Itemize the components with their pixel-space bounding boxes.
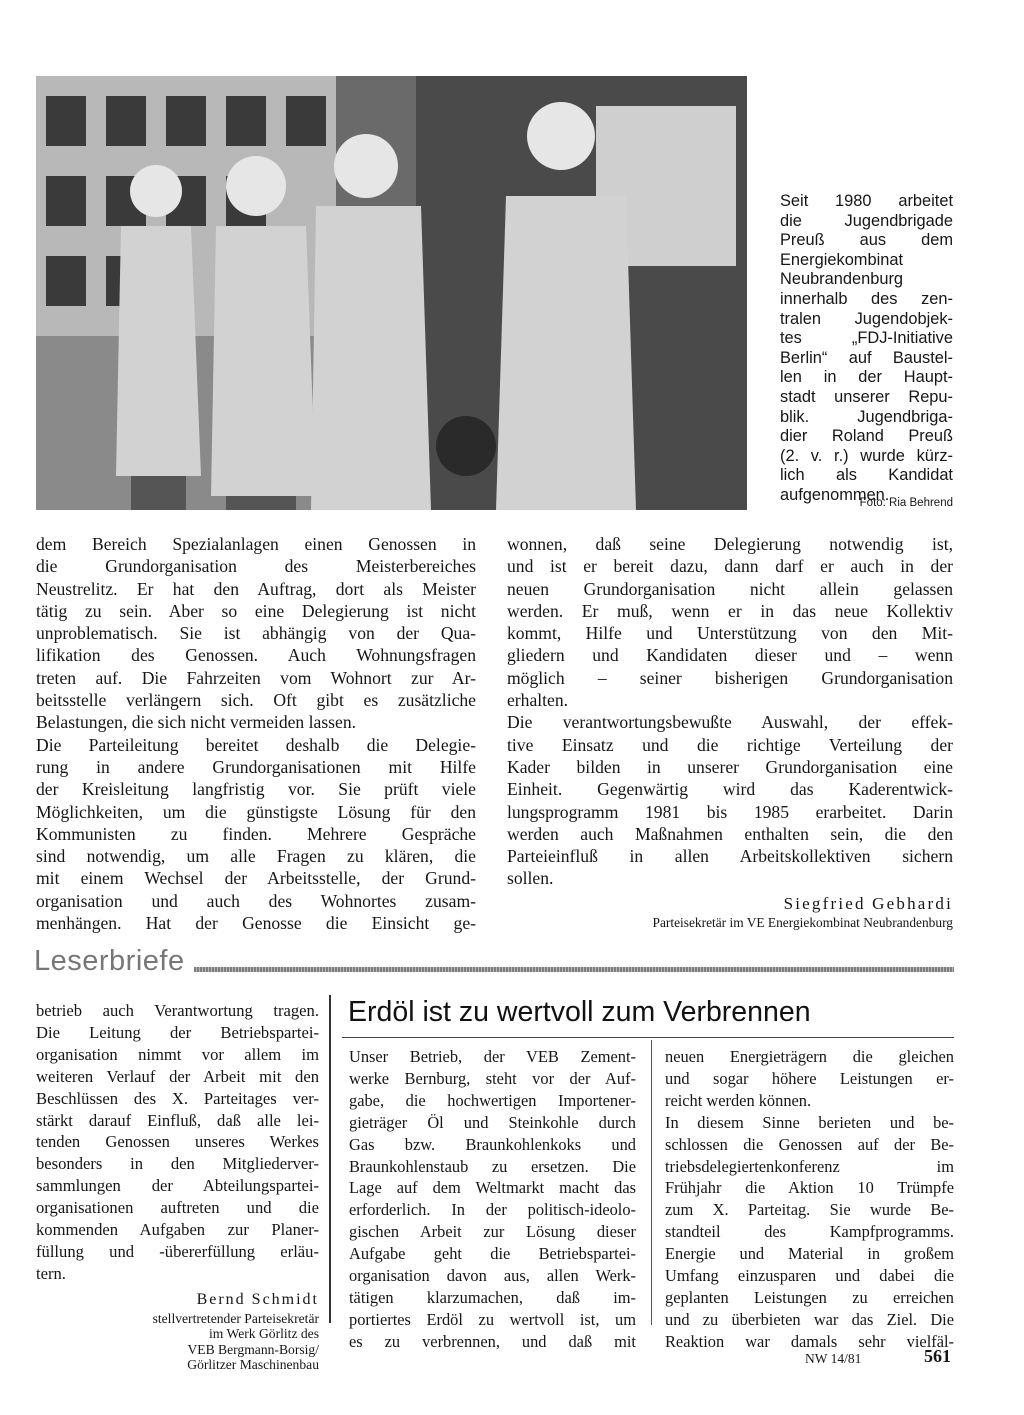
- letter-author-name: Bernd Schmidt: [196, 1290, 319, 1308]
- author-name: Siegfried Gebhardi: [783, 893, 953, 913]
- letter-column-2: neuen Energieträgern die gleichen und sogar höhere Leistungen er- reicht werden können. In diesem Sinne berieten und be- schlossen die Genossen auf der Be- triebsdelegiertenkonferenz im Frühjahr die Aktion 10 Trümpfe zum X. Parteitag. Sie wurde Be- standteil des Kampfprogramms. Energie und Material in großem Umfang einzusparen und dabei die geplanten Leistungen zu erreichen und zu überbieten war das Ziel. Die Reaktion war damals sehr vielfäl-: [665, 1047, 954, 1351]
- letter-column-1: Unser Betrieb, der VEB Zement- werke Bernburg, steht vor der Auf- gabe, die hochwertigen Importener- gieträger Öl und Steinkohle durch Gas bzw. Braunkohlenkoks und Braunkohlenstaub zu ersetzen. Die Lage auf dem Weltmarkt macht das erforderlich. In der politisch-ideolo- gischen Arbeit zur Lösung dieser Aufgabe geht die Betriebspartei- organisation davon aus, allen Werk- tätigen klarzumachen, daß im- portiertes Erdöl zu wertvoll ist, um es zu verbrennen, und daß mit: [349, 1047, 636, 1351]
- section-rule: [194, 967, 954, 972]
- article-column-1: dem Bereich Spezialanlagen einen Genossen in die Grundorganisation des Meisterbereiches Neustrelitz. Er hat den Auftrag, dort als Meister tätig zu sein. Aber so eine Delegierung ist nicht unproblematisch. Sie ist abhängig von der Qua- lifikation des Genossen. Auch Wohnungsfragen treten auf. Die Fahrzeiten vom Wohnort zur Ar- beitsstelle verlängern sich. Oft gibt es zusätzliche Belastungen, die sich nicht vermeiden lassen. Die Parteileitung bereitet deshalb die Delegie- rung in andere Grundorganisationen mit Hilfe der Kreisleitung langfristig vor. Sie prüft viele Möglichkeiten, um die günstigste Lösung für den Kommunisten zu finden. Mehrere Gespräche sind notwendig, um alle Fragen zu klären, die mit einem Wechsel der Arbeitsstelle, der Grund- organisation und auch des Wohnortes zusam- menhängen. Hat der Genosse die Einsicht ge-: [36, 534, 476, 934]
- photo-credit: Foto: Ria Behrend: [859, 497, 953, 509]
- article-column-2: wonnen, daß seine Delegierung notwendig ist, und ist er bereit dazu, dann darf er auch in der neuen Grundorganisation nicht allein gelassen werden. Er muß, wenn er in das neue Kollektiv kommt, Hilfe und Unterstützung von den Mit- gliedern und Kandidaten dieser und – wenn möglich – seiner bisherigen Grundorganisation erhalten. Die verantwortungsbewußte Auswahl, der effek- tive Einsatz und die richtige Verteilung der Kader bilden in unserer Grundorganisation eine Einheit. Gegenwärtig wird das Kaderentwick- lungsprogramm 1981 bis 1985 erarbeitet. Darin werden auch Maßnahmen enthalten sein, die den Parteieinfluß in allen Arbeitskollektiven sichern sollen. Siegfried Gebhardi Parteisekretär im VE Energiekombinat Neubrandenburg: [507, 534, 953, 931]
- column-divider: [651, 1040, 652, 1325]
- journal-issue: NW 14/81: [805, 1351, 862, 1366]
- letter-author-role: stellvertretender Parteisekretär: [152, 1310, 319, 1326]
- page-number: 561: [924, 1346, 951, 1366]
- photo-caption: Seit 1980 arbeitet die Jugendbrigade Preuß aus dem Energiekombinat Neubrandenburg innerhalb des zen- tralen Jugendobjek- tes „FDJ-Initiative Berlin“ auf Baustel- len in der Haupt- stadt unserer Repu- blik. Jugendbriga- dier Roland Preuß (2. v. r.) wurde kürz- lich als Kandidat aufgenommen.: [780, 192, 953, 504]
- brigade-photo: [36, 76, 747, 510]
- letter-left: betrieb auch Verantwortung tragen. Die Leitung der Betriebspartei- organisation nimmt vor allem im weiteren Verlauf der Arbeit mit den Beschlüssen des X. Parteitages ver- stärkt darauf Einfluß, daß alle lei- tenden Genossen unseres Werkes besonders in den Mitgliederver- sammlungen der Abteilungspartei- organisationen auftreten und die kommenden Aufgaben zur Planer- füllung und -übererfüllung erläu- tern. Bernd Schmidt stellvertretender Parteisekretär im Werk Görlitz des VEB Bergmann-Borsig/ Görlitzer Maschinenbau: [36, 1001, 319, 1373]
- author-role: Parteisekretär im VE Energiekombinat Neubrandenburg: [652, 915, 953, 931]
- column-divider: [329, 995, 331, 1323]
- letter-author-role: im Werk Görlitz des: [208, 1326, 319, 1342]
- title-rule: [342, 1037, 954, 1038]
- letter-author-role: Görlitzer Maschinenbau: [187, 1357, 319, 1373]
- letter-author-role: VEB Bergmann-Borsig/: [187, 1341, 319, 1357]
- letter-title: Erdöl ist zu wertvoll zum Verbrennen: [348, 996, 811, 1028]
- section-header: [34, 945, 954, 981]
- section-title: Leserbriefe: [34, 945, 185, 977]
